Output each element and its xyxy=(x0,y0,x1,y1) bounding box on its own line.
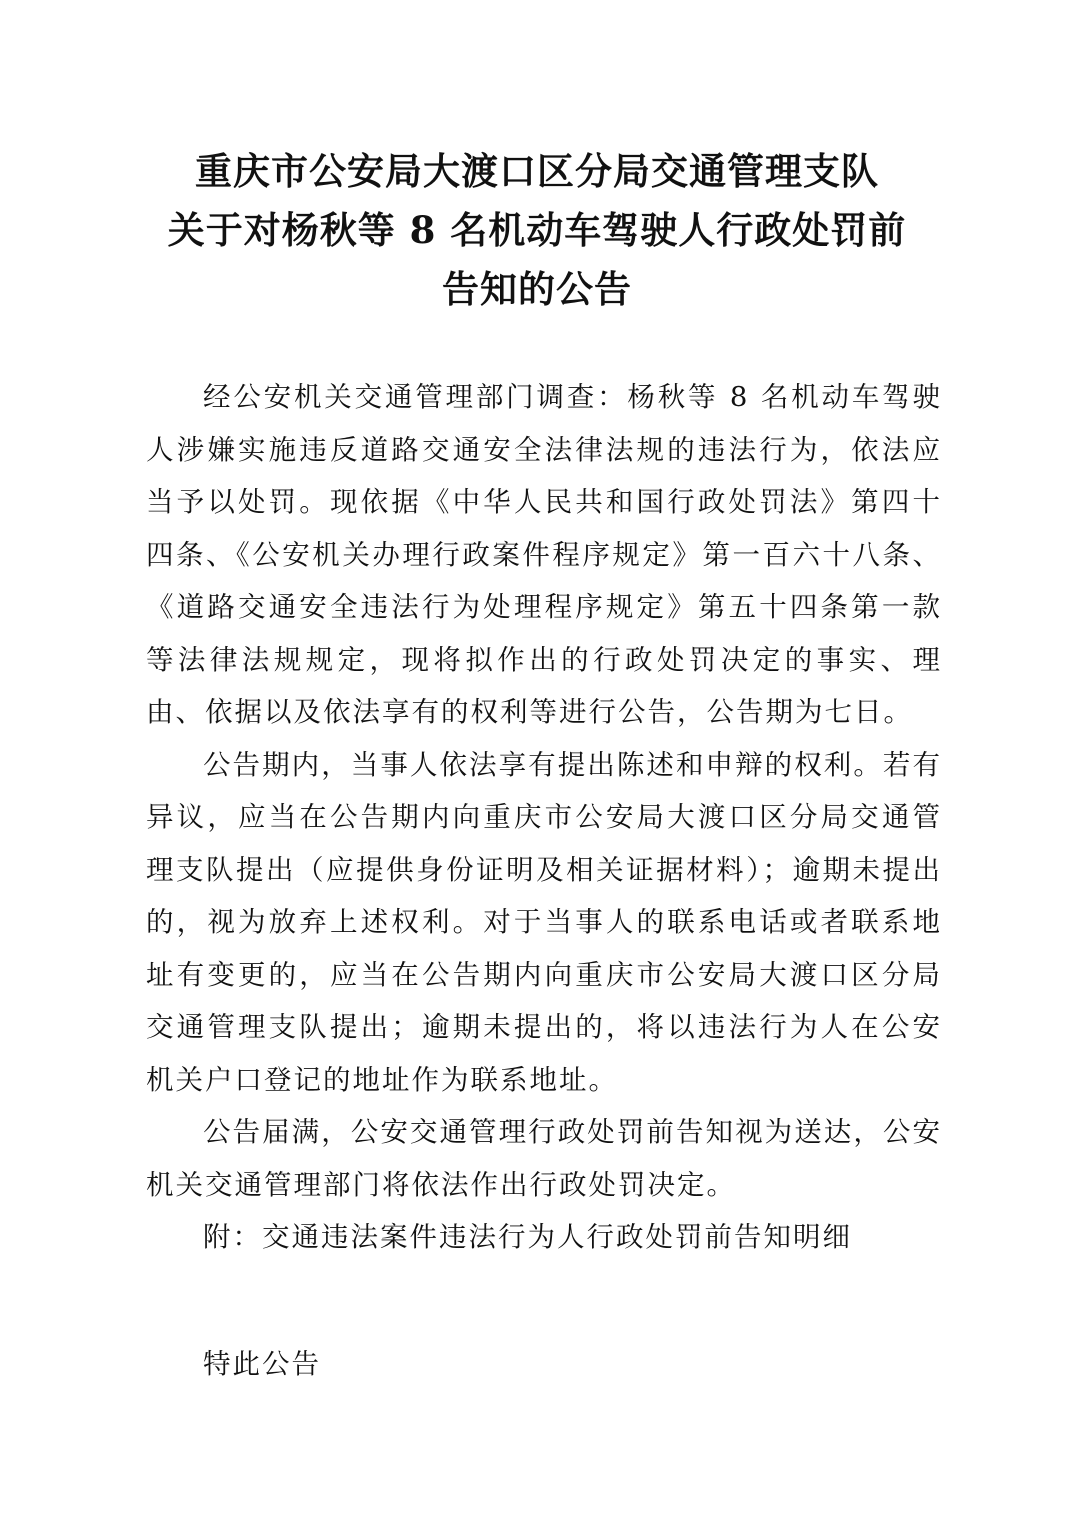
title-line-3: 告知的公告 xyxy=(442,267,632,311)
document-title xyxy=(90,142,984,319)
paragraph-expiry: 公告届满，公安交通管理行政处罚前告知视为送达，公安机关交通管理部门将依法作出行政处罚决定。 xyxy=(146,1116,942,1201)
title-line-2: 关于对杨秋等 8 名机动车驾驶人行政处罚前 xyxy=(167,208,907,252)
attachment-note: 附：交通违法案件违法行为人行政处罚前告知明细 xyxy=(203,1221,852,1253)
closing-text: 特此公告 xyxy=(203,1348,321,1380)
document-body xyxy=(146,371,942,1264)
paragraph-rights: 公告期内，当事人依法享有提出陈述和申辩的权利。若有异议，应当在公告期内向重庆市公安局大渡口区分局交通管理支队提出（应提供身份证明及相关证据材料）；逾期未提出的，视为放弃上述权利。对于当事人的联系电话或者联系地址有变更的，应当在公告期内向重庆市公安局大渡口区分局交通管理支队提出；逾期未提出的，将以违法行为人在公安机关户口登记的地址作为联系地址。 xyxy=(146,748,942,1096)
title-line-1: 重庆市公安局大渡口区分局交通管理支队 xyxy=(195,149,879,193)
paragraph-investigation: 经公安机关交通管理部门调查：杨秋等 8 名机动车驾驶人涉嫌实施违反道路交通安全法律法规的违法行为，依法应当予以处罚。现依据《中华人民共和国行政处罚法》第四十四条、《公安机关办理行政案件程序规定》第一百六十八条、《道路交通安全违法行为处理程序规定》第五十四条第一款等法律法规规定，现将拟作出的行政处罚决定的事实、理由、依据以及依法享有的权利等进行公告，公告期为七日。 xyxy=(146,381,942,728)
